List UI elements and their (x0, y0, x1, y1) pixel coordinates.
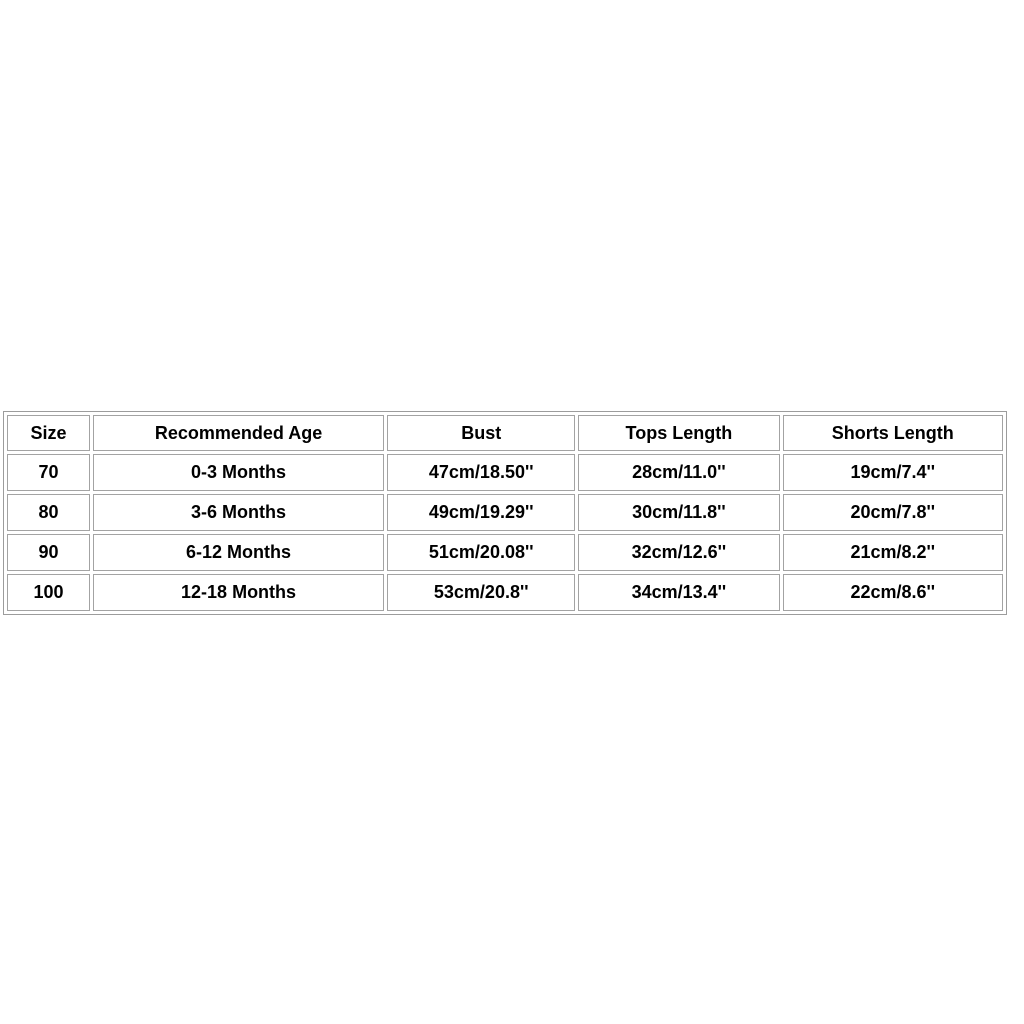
size-cell: 70 (7, 454, 90, 491)
size-cell: 90 (7, 534, 90, 571)
size-cell: 100 (7, 574, 90, 611)
table-row (7, 574, 1003, 611)
table-row (7, 454, 1003, 491)
column-header-tops-length: Tops Length (578, 415, 779, 451)
column-header-recommended-age: Recommended Age (93, 415, 384, 451)
table-body (7, 454, 1003, 611)
age-cell: 6-12 Months (93, 534, 384, 571)
size-chart-table (3, 411, 1007, 615)
size-cell: 80 (7, 494, 90, 531)
shorts-length-cell: 21cm/8.2'' (783, 534, 1004, 571)
header-row (7, 415, 1003, 451)
tops-length-cell: 30cm/11.8'' (578, 494, 779, 531)
bust-cell: 53cm/20.8'' (387, 574, 575, 611)
bust-cell: 47cm/18.50'' (387, 454, 575, 491)
shorts-length-cell: 22cm/8.6'' (783, 574, 1004, 611)
tops-length-cell: 32cm/12.6'' (578, 534, 779, 571)
tops-length-cell: 34cm/13.4'' (578, 574, 779, 611)
bust-cell: 51cm/20.08'' (387, 534, 575, 571)
table-row (7, 534, 1003, 571)
age-cell: 12-18 Months (93, 574, 384, 611)
table-header (7, 415, 1003, 451)
column-header-shorts-length: Shorts Length (783, 415, 1004, 451)
table-row (7, 494, 1003, 531)
shorts-length-cell: 20cm/7.8'' (783, 494, 1004, 531)
age-cell: 3-6 Months (93, 494, 384, 531)
column-header-bust: Bust (387, 415, 575, 451)
column-header-size: Size (7, 415, 90, 451)
bust-cell: 49cm/19.29'' (387, 494, 575, 531)
age-cell: 0-3 Months (93, 454, 384, 491)
shorts-length-cell: 19cm/7.4'' (783, 454, 1004, 491)
tops-length-cell: 28cm/11.0'' (578, 454, 779, 491)
